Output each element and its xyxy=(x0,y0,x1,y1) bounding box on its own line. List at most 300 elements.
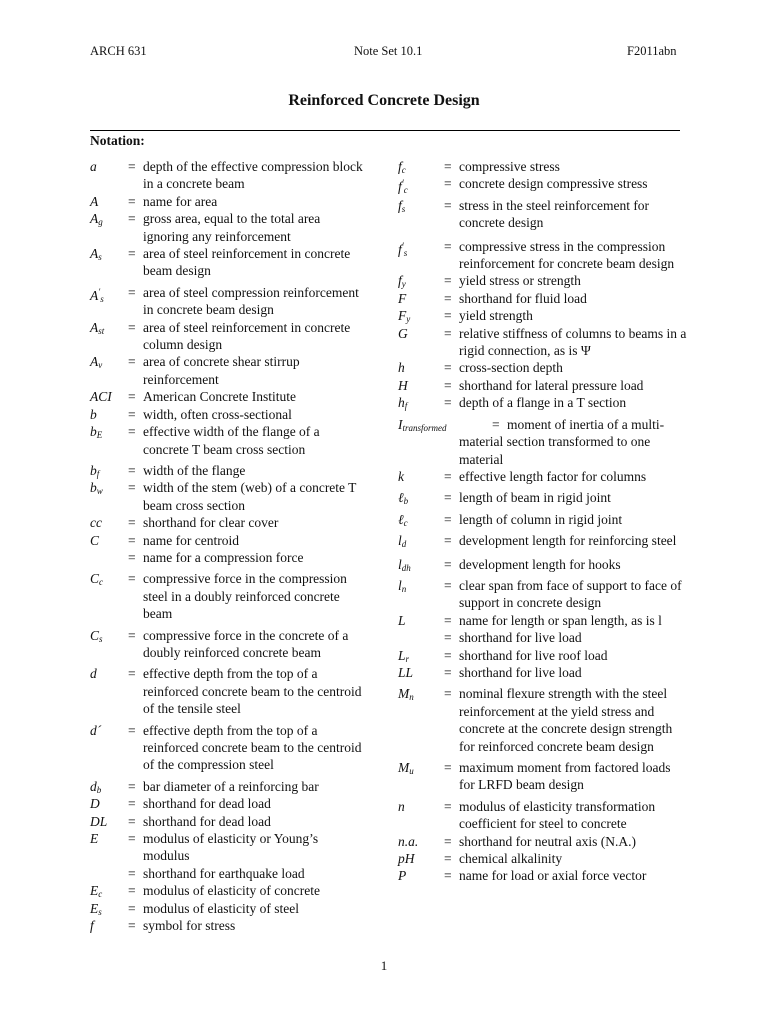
notation-symbol xyxy=(398,759,414,780)
symbol-subscript: b xyxy=(403,496,409,507)
title-rule xyxy=(90,130,680,131)
symbol-base: D xyxy=(90,796,100,812)
equals-sign: = xyxy=(444,760,452,775)
notation-definition: clear span from face of support to face of support in concrete design xyxy=(459,577,682,611)
notation-definition: maximum moment from factored loads for LRFD beam design xyxy=(459,760,671,793)
equals-sign: = xyxy=(492,416,500,432)
notation-definition: shorthand for live load xyxy=(459,630,582,646)
symbol-base: P xyxy=(398,868,407,884)
symbol-base: C xyxy=(90,571,100,587)
notation-symbol xyxy=(398,325,408,342)
symbol-base: cc xyxy=(90,515,102,531)
notation-symbol xyxy=(90,665,97,682)
symbol-base: M xyxy=(398,686,410,702)
notation-definition: symbol for stress xyxy=(143,918,236,934)
notation-entry xyxy=(90,514,365,531)
notation-definition: effective width of the flange of a concrete T beam cross section xyxy=(143,424,320,457)
notation-entry xyxy=(398,272,688,289)
equals-sign: = xyxy=(128,462,136,478)
notation-definition: stress in the steel reinforcement for concrete design xyxy=(459,197,650,231)
notation-definition: modulus of elasticity transformation coefficient for steel to concrete xyxy=(459,798,656,832)
symbol-base: f xyxy=(398,241,402,257)
notation-symbol xyxy=(90,388,112,405)
symbol-base: A xyxy=(90,246,99,262)
notation-symbol xyxy=(90,627,103,648)
notation-definition: effective depth from the top of a reinforced concrete beam to the centroid of the compression steel xyxy=(143,722,362,773)
notation-definition: development length for hooks xyxy=(459,556,621,572)
symbol-subscript: v xyxy=(98,360,103,371)
notation-symbol xyxy=(90,570,103,591)
notation-symbol xyxy=(90,353,102,374)
symbol-subscript: g xyxy=(98,217,103,228)
equals-sign: = xyxy=(128,159,136,174)
equals-sign: = xyxy=(444,273,452,289)
notation-definition: shorthand for dead load xyxy=(143,796,271,812)
symbol-subscript: st xyxy=(98,325,105,336)
symbol-subscript: y xyxy=(401,279,406,290)
symbol-base: G xyxy=(398,325,408,341)
notation-symbol xyxy=(90,210,103,231)
symbol-base: M xyxy=(398,760,410,775)
notation-entry xyxy=(398,325,688,360)
symbol-subscript: c xyxy=(98,889,103,900)
equals-sign: = xyxy=(128,883,136,899)
symbol-base: A xyxy=(90,354,99,370)
equals-sign: = xyxy=(128,865,136,881)
equals-sign: = xyxy=(444,377,452,393)
notation-entry xyxy=(90,479,365,514)
equals-sign: = xyxy=(444,851,452,867)
notation-symbol xyxy=(90,158,97,175)
symbol-subscript: d xyxy=(401,539,407,550)
equals-sign: = xyxy=(444,360,452,376)
equals-sign: = xyxy=(444,159,452,174)
notation-entry xyxy=(90,722,365,774)
equals-sign: = xyxy=(128,354,136,370)
equals-sign: = xyxy=(128,778,136,794)
equals-sign: = xyxy=(444,664,452,680)
equals-sign: = xyxy=(444,468,452,484)
notation-definition: shorthand for dead load xyxy=(143,813,271,829)
notation-entry xyxy=(90,570,365,622)
symbol-base: n.a. xyxy=(398,833,419,849)
notation-symbol xyxy=(398,511,408,532)
notation-entry xyxy=(398,629,688,646)
notation-definition: compressive force in the compression steel in a doubly reinforced concrete beam xyxy=(143,571,347,622)
equals-sign: = xyxy=(128,389,136,405)
notation-definition: cross-section depth xyxy=(459,360,563,376)
notation-symbol xyxy=(90,193,98,210)
equals-sign: = xyxy=(128,532,136,548)
symbol-base: E xyxy=(90,883,99,899)
symbol-subscript: n xyxy=(409,692,414,703)
equals-sign: = xyxy=(444,833,452,849)
notation-heading: Notation: xyxy=(90,133,145,148)
notation-definition: depth of a flange in a T section xyxy=(459,395,627,411)
symbol-base: b xyxy=(90,406,97,422)
equals-sign: = xyxy=(444,238,452,254)
notation-entry xyxy=(90,549,365,566)
symbol-subscript: s xyxy=(98,252,102,263)
symbol-base: f xyxy=(90,918,94,934)
symbol-base: d´ xyxy=(90,722,102,738)
notation-entry xyxy=(398,850,688,867)
equals-sign: = xyxy=(444,511,452,527)
equals-sign: = xyxy=(128,406,136,422)
equals-sign: = xyxy=(128,796,136,812)
notation-definition: gross area, equal to the total area ignoring any reinforcement xyxy=(143,211,321,244)
notation-symbol xyxy=(90,830,98,847)
notation-definition: nominal flexure strength with the steel reinforcement at the yield stress and concrete at the concrete design strength for reinforced concrete beam design xyxy=(459,686,673,754)
symbol-subscript: c xyxy=(99,577,104,588)
notation-definition: name for length or span length, as is l xyxy=(459,612,662,628)
equals-sign: = xyxy=(128,813,136,829)
notation-definition: shorthand for live load xyxy=(459,664,582,680)
symbol-base: DL xyxy=(90,813,108,829)
notation-symbol xyxy=(398,798,405,815)
equals-sign: = xyxy=(128,900,136,916)
notation-symbol xyxy=(398,532,406,553)
notation-entry xyxy=(398,489,688,506)
notation-entry xyxy=(90,882,365,899)
symbol-base: k xyxy=(398,468,404,484)
notation-entry xyxy=(90,353,365,388)
notation-definition: name for a compression force xyxy=(143,549,304,565)
notation-entry xyxy=(90,406,365,423)
symbol-subscript: c xyxy=(401,165,406,175)
equals-sign: = xyxy=(444,868,452,884)
notation-definition: effective length factor for columns xyxy=(459,468,647,484)
notation-symbol xyxy=(398,850,415,867)
equals-sign: = xyxy=(128,515,136,531)
notation-symbol xyxy=(398,577,406,598)
symbol-base: f xyxy=(398,179,402,195)
symbol-base: E xyxy=(90,900,99,916)
page-title: Reinforced Concrete Design xyxy=(288,92,480,109)
notation-entry xyxy=(90,627,365,662)
notation-entry xyxy=(398,158,688,175)
notation-entry xyxy=(90,388,365,405)
notation-symbol xyxy=(90,406,97,423)
notation-symbol xyxy=(398,416,447,437)
symbol-base: l xyxy=(398,533,402,549)
symbol-base: I xyxy=(398,416,403,432)
notation-entry xyxy=(398,307,688,324)
notation-definition: shorthand for earthquake load xyxy=(143,865,305,881)
symbol-base: C xyxy=(90,532,100,548)
symbol-base: d xyxy=(90,666,97,682)
notation-definition: development length for reinforcing steel xyxy=(459,533,677,549)
notation-entry xyxy=(398,468,688,485)
symbol-base: b xyxy=(90,424,97,440)
notation-symbol xyxy=(398,238,407,262)
notation-definition: area of concrete shear stirrup reinforcement xyxy=(143,354,300,387)
notation-symbol xyxy=(90,917,94,934)
symbol-base: A xyxy=(90,287,99,303)
symbol-base: F xyxy=(398,290,407,306)
equals-sign: = xyxy=(128,918,136,934)
notation-definition: area of steel compression reinforcement in concrete beam design xyxy=(143,284,359,318)
symbol-base: C xyxy=(90,627,100,643)
symbol-subscript: s xyxy=(403,247,408,258)
notation-entry xyxy=(90,795,365,812)
notation-definition: yield strength xyxy=(459,308,533,324)
symbol-base: H xyxy=(398,377,408,393)
notation-definition: shorthand for fluid load xyxy=(459,290,587,306)
symbol-subscript: c xyxy=(403,185,408,196)
notation-entry xyxy=(398,290,688,307)
equals-sign: = xyxy=(444,686,452,702)
notation-definition: effective depth from the top of a reinforced concrete beam to the centroid of the tensile steel xyxy=(143,666,362,717)
symbol-base: E xyxy=(90,831,99,847)
notation-entry xyxy=(90,158,365,193)
notation-symbol xyxy=(90,479,103,500)
notation-entry xyxy=(398,394,688,411)
equals-sign: = xyxy=(444,533,452,549)
notation-definition: compressive force in the concrete of a doubly reinforced concrete beam xyxy=(143,627,349,660)
symbol-base: f xyxy=(398,197,402,213)
symbol-subscript: s xyxy=(98,906,102,917)
notation-definition: name for area xyxy=(143,193,218,209)
equals-sign: = xyxy=(128,246,136,262)
notation-symbol xyxy=(398,685,414,706)
notation-symbol xyxy=(90,813,107,830)
notation-definition: depth of the effective compression block in a concrete beam xyxy=(143,159,363,192)
symbol-base: l xyxy=(398,577,402,593)
notation-symbol xyxy=(90,423,102,444)
notation-definition: shorthand for neutral axis (N.A.) xyxy=(459,833,636,849)
notation-entry xyxy=(398,511,688,528)
symbol-subscript: u xyxy=(409,766,414,776)
notation-entry xyxy=(90,284,365,319)
equals-sign: = xyxy=(128,284,136,300)
symbol-base: l xyxy=(398,556,402,572)
notation-definition: bar diameter of a reinforcing bar xyxy=(143,778,319,794)
symbol-base: A xyxy=(90,319,99,335)
symbol-base: d xyxy=(90,778,97,794)
equals-sign: = xyxy=(444,798,452,814)
symbol-base: h xyxy=(398,360,405,376)
notation-definition: shorthand for lateral pressure load xyxy=(459,377,644,393)
notation-symbol xyxy=(398,197,405,218)
notation-entry xyxy=(398,577,688,612)
notation-definition: compressive stress xyxy=(459,159,560,174)
symbol-subscript: w xyxy=(96,486,103,497)
symbol-base: b xyxy=(90,480,97,496)
notation-symbol xyxy=(398,377,408,394)
notation-definition: modulus of elasticity of concrete xyxy=(143,883,320,899)
equals-sign: = xyxy=(128,722,136,738)
notation-definition: width of the stem (web) of a concrete T beam cross section xyxy=(143,480,357,513)
document-code: F2011abn xyxy=(627,44,677,58)
notation-definition: compressive stress in the compression reinforcement for concrete beam design xyxy=(459,238,675,272)
notation-entry xyxy=(398,664,688,681)
symbol-base: n xyxy=(398,798,405,814)
symbol-base: pH xyxy=(398,851,415,867)
notation-entry xyxy=(398,556,688,573)
notation-definition: length of beam in rigid joint xyxy=(459,490,611,506)
notation-symbol xyxy=(90,532,99,549)
notation-symbol xyxy=(398,489,408,510)
equals-sign: = xyxy=(128,211,136,227)
notation-definition: modulus of elasticity or Young’s modulus xyxy=(143,831,319,864)
symbol-subscript: b xyxy=(96,784,102,795)
notation-definition: chemical alkalinity xyxy=(459,851,563,867)
symbol-superscript: ′ xyxy=(401,240,404,251)
note-set-label: Note Set 10.1 xyxy=(354,44,423,58)
notation-definition: relative stiffness of columns to beams in a rigid connection, as is Ψ xyxy=(459,325,687,359)
notation-entry xyxy=(398,612,688,629)
symbol-base: A xyxy=(90,211,99,227)
symbol-subscript: s xyxy=(401,203,406,214)
symbol-subscript: f xyxy=(404,401,408,412)
notation-entry xyxy=(90,900,365,917)
equals-sign: = xyxy=(444,490,452,506)
notation-definition: name for load or axial force vector xyxy=(459,868,647,884)
equals-sign: = xyxy=(128,193,136,209)
symbol-base: f xyxy=(398,159,402,174)
notation-definition: width, often cross-sectional xyxy=(143,406,292,422)
notation-definition: American Concrete Institute xyxy=(143,389,296,405)
notation-entry xyxy=(90,665,365,717)
equals-sign: = xyxy=(128,627,136,643)
course-code: ARCH 631 xyxy=(90,44,147,58)
notation-definition: area of steel reinforcement in concrete beam design xyxy=(143,246,351,279)
equals-sign: = xyxy=(128,424,136,440)
symbol-base: a xyxy=(90,159,97,174)
notation-symbol xyxy=(90,319,104,340)
notation-definition: length of column in rigid joint xyxy=(459,511,623,527)
equals-sign: = xyxy=(128,549,136,565)
notation-entry xyxy=(398,647,688,664)
equals-sign: = xyxy=(444,176,452,192)
notation-entry xyxy=(398,798,688,833)
symbol-base: L xyxy=(398,647,406,663)
notation-symbol xyxy=(398,556,411,577)
equals-sign: = xyxy=(444,395,452,411)
equals-sign: = xyxy=(444,577,452,593)
notation-entry xyxy=(90,193,365,210)
notation-definition: area of steel reinforcement in concrete column design xyxy=(143,319,351,353)
notation-entry xyxy=(398,359,688,376)
notation-entry xyxy=(398,175,688,196)
notation-entry xyxy=(90,462,365,479)
notation-column-right xyxy=(398,158,688,885)
notation-entry xyxy=(90,423,365,458)
notation-symbol xyxy=(398,612,406,629)
symbol-base: h xyxy=(398,395,405,411)
symbol-subscript: y xyxy=(406,314,411,325)
symbol-base: ℓ xyxy=(398,490,404,506)
equals-sign: = xyxy=(444,290,452,306)
symbol-subscript: E xyxy=(96,430,103,441)
notation-entry xyxy=(398,759,688,794)
notation-definition: modulus of elasticity of steel xyxy=(143,900,299,916)
notation-definition: name for centroid xyxy=(143,532,239,548)
equals-sign: = xyxy=(444,630,452,646)
notation-entry xyxy=(398,197,688,232)
symbol-subscript: s xyxy=(99,633,103,644)
notation-entry xyxy=(398,833,688,850)
notation-symbol xyxy=(90,514,102,531)
symbol-subscript: f xyxy=(96,468,100,479)
equals-sign: = xyxy=(444,308,452,324)
symbol-subscript: transformed xyxy=(402,422,447,433)
symbol-base: A xyxy=(90,193,99,209)
symbol-base: ℓ xyxy=(398,511,404,527)
equals-sign: = xyxy=(444,612,452,628)
equals-sign: = xyxy=(128,571,136,587)
notation-definition: shorthand for clear cover xyxy=(143,515,279,531)
notation-symbol xyxy=(398,664,413,681)
notation-definition: moment of inertia of a multi-material section transformed to one material xyxy=(459,416,665,467)
notation-symbol xyxy=(398,468,404,485)
notation-definition: shorthand for live roof load xyxy=(459,647,608,663)
notation-symbol xyxy=(398,290,406,307)
notation-entry xyxy=(90,865,365,882)
equals-sign: = xyxy=(128,831,136,847)
notation-symbol xyxy=(398,359,405,376)
notation-definition: concrete design compressive stress xyxy=(459,176,648,192)
notation-entry xyxy=(90,319,365,354)
equals-sign: = xyxy=(128,480,136,496)
page-number: 1 xyxy=(380,958,388,973)
notation-column-left xyxy=(90,158,365,934)
notation-symbol xyxy=(90,245,102,266)
notation-symbol xyxy=(90,722,101,739)
equals-sign: = xyxy=(128,319,136,335)
symbol-base: L xyxy=(398,612,406,628)
equals-sign: = xyxy=(444,647,452,663)
notation-symbol xyxy=(398,867,406,884)
notation-entry xyxy=(90,532,365,549)
symbol-subscript: r xyxy=(405,653,410,664)
equals-sign: = xyxy=(128,666,136,682)
notation-symbol xyxy=(398,833,418,850)
notation-entry xyxy=(90,917,365,934)
notation-entry xyxy=(398,377,688,394)
notation-entry xyxy=(90,245,365,280)
notation-entry xyxy=(398,416,688,468)
symbol-base: LL xyxy=(398,664,414,680)
symbol-base: ACI xyxy=(90,389,112,405)
symbol-subscript: n xyxy=(401,583,407,594)
symbol-base: b xyxy=(90,462,97,478)
symbol-superscript: ′ xyxy=(401,178,404,189)
symbol-subscript: dh xyxy=(401,562,411,573)
notation-entry xyxy=(398,532,688,549)
notation-entry xyxy=(90,813,365,830)
symbol-base: f xyxy=(398,273,402,289)
notation-entry xyxy=(398,238,688,273)
symbol-subscript: c xyxy=(403,517,408,528)
notation-symbol xyxy=(90,284,104,308)
notation-entry xyxy=(398,685,688,755)
notation-symbol xyxy=(90,795,100,812)
notation-definition: yield stress or strength xyxy=(459,273,581,289)
symbol-subscript: s xyxy=(100,293,104,304)
notation-entry xyxy=(90,778,365,795)
equals-sign: = xyxy=(444,197,452,213)
equals-sign: = xyxy=(444,556,452,572)
notation-symbol xyxy=(398,394,407,415)
symbol-base: F xyxy=(398,308,407,324)
notation-entry xyxy=(90,210,365,245)
notation-entry xyxy=(398,867,688,884)
notation-definition: width of the flange xyxy=(143,462,246,478)
equals-sign: = xyxy=(444,325,452,341)
symbol-superscript: ′ xyxy=(98,286,101,297)
